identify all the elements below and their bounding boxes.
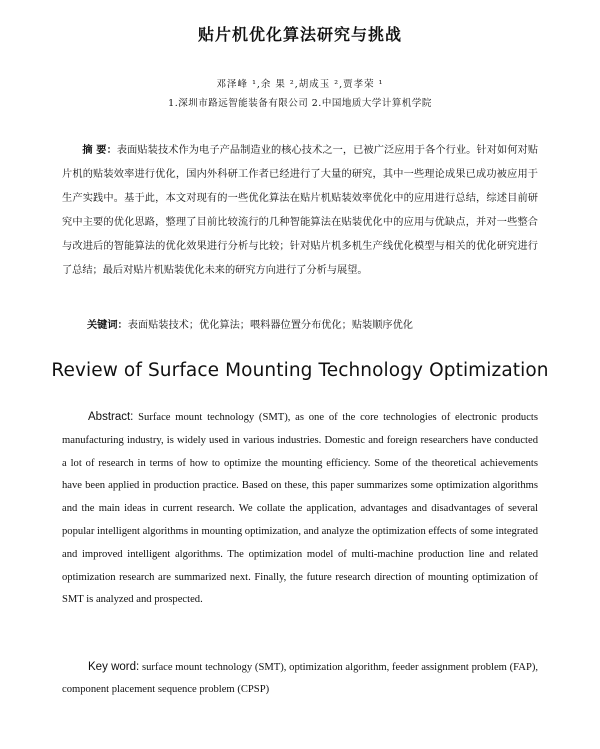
chinese-keywords-label: 关键词： [87, 320, 128, 331]
english-keywords [62, 656, 538, 701]
chinese-keywords-text: 表面贴装技术；优化算法；喂料器位置分布优化；贴装顺序优化 [127, 320, 413, 331]
english-abstract [62, 406, 538, 612]
english-abstract-text: Surface mount technology (SMT), as one of the core technologies of electronic products manufacturing industry, is widely used in various industries. Domestic and foreign researchers have conducted a lot of research in terms of how to optimize the mounting efficiency. Some of the theoretical achievements have been applied in production practice. Based on these, this paper summarizes some optimization algorithms and the main ideas in current research. We collate the application, advantages and disadvantages of several popular intelligent algorithms in mounting optimization, and analyze the optimization effects of some integrated and improved intelligent algorithms. The optimization model of multi-machine production line and related optimization research are summarized next. Finally, the future research direction of mounting optimization of SMT is analyzed and prospected. [62, 412, 538, 606]
chinese-abstract [62, 139, 538, 283]
english-keywords-label: Key word: [88, 661, 140, 673]
english-keywords-text: surface mount technology (SMT), optimization algorithm, feeder assignment problem (FAP), component placement sequence problem (CPSP) [62, 662, 539, 695]
author-list: 邓泽峰 ¹,余 果 ²,胡成玉 ²,贾孝荣 ¹ [216, 79, 384, 90]
chinese-keywords [87, 317, 537, 335]
english-title: Review of Surface Mounting Technology Optimization [51, 360, 549, 381]
chinese-title: 贴片机优化算法研究与挑战 [197, 25, 402, 44]
affiliations: 1.深圳市路远智能装备有限公司 2.中国地质大学计算机学院 [168, 98, 432, 109]
english-abstract-label: Abstract: [88, 411, 134, 423]
chinese-abstract-text: 表面贴装技术作为电子产品制造业的核心技术之一，已被广泛应用于各个行业。针对如何对贴片机的贴装效率进行优化，国内外科研工作者已经进行了大量的研究，其中一些理论成果已成功被应用于生产实践中。基于此，本文对现有的一些优化算法在贴片机贴装效率优化中的应用进行总结，综述目前研究中主要的优化思路，整理了目前比较流行的几种智能算法在贴装优化中的应用与优缺点，并对一些整合与改进后的智能算法的优化效果进行分析与比较；针对贴片机多机生产线优化模型与相关的优化研究进行了总结；最后对贴片机贴装优化未来的研究方向进行了分析与展望。 [62, 145, 539, 276]
chinese-abstract-label: 摘 要： [82, 145, 117, 156]
